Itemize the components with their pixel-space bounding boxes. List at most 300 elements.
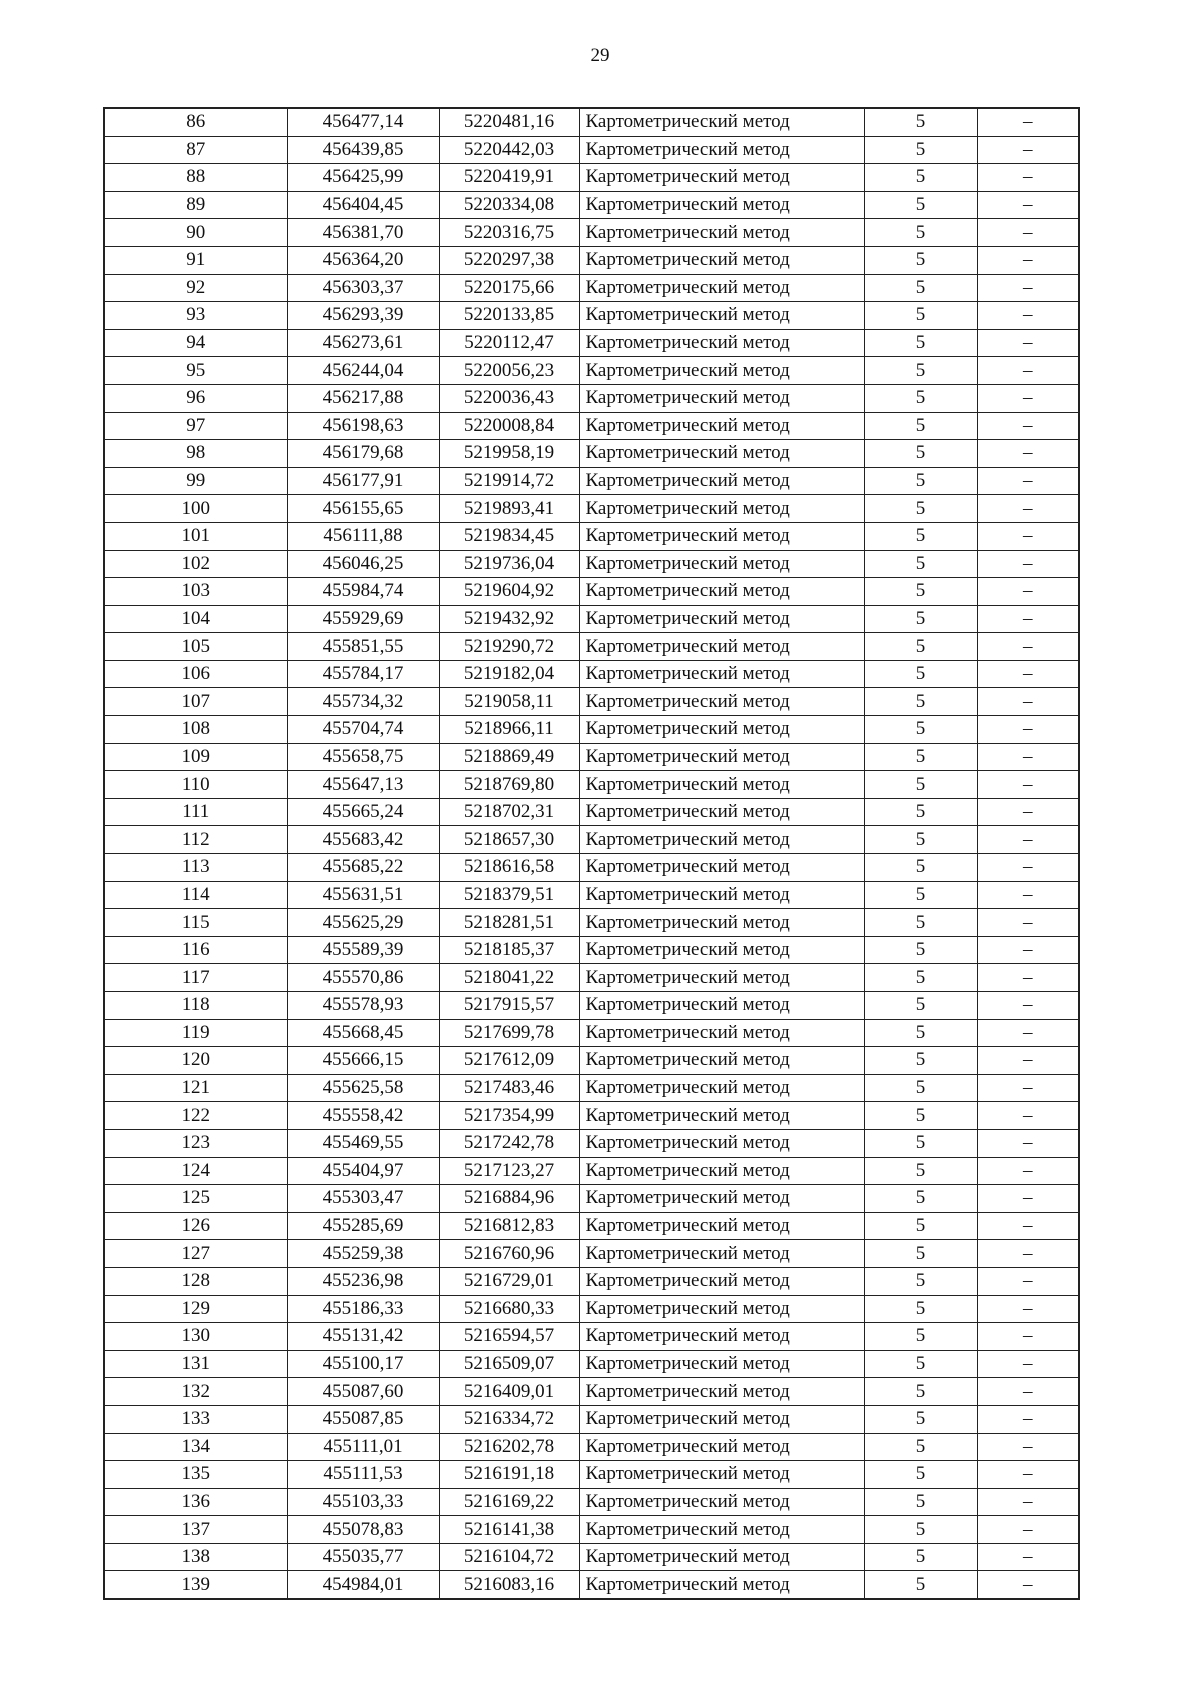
note-cell: – <box>977 384 1079 412</box>
table-row <box>104 1295 1079 1323</box>
method-cell: Картометрический метод <box>579 1378 864 1406</box>
accuracy-cell: 5 <box>864 578 977 606</box>
note-cell: – <box>977 1543 1079 1571</box>
note-cell: – <box>977 108 1079 136</box>
table-row <box>104 992 1079 1020</box>
table-body <box>104 108 1079 1599</box>
note-cell: – <box>977 1516 1079 1544</box>
x-coordinate-cell: 454984,01 <box>287 1571 439 1599</box>
point-number-cell: 86 <box>104 108 287 136</box>
point-number-cell: 98 <box>104 440 287 468</box>
note-cell: – <box>977 1047 1079 1075</box>
note-cell: – <box>977 992 1079 1020</box>
table-row <box>104 826 1079 854</box>
x-coordinate-cell: 455683,42 <box>287 826 439 854</box>
x-coordinate-cell: 455035,77 <box>287 1543 439 1571</box>
method-cell: Картометрический метод <box>579 357 864 385</box>
accuracy-cell: 5 <box>864 384 977 412</box>
y-coordinate-cell: 5219914,72 <box>439 467 579 495</box>
accuracy-cell: 5 <box>864 1323 977 1351</box>
point-number-cell: 107 <box>104 688 287 716</box>
accuracy-cell: 5 <box>864 1295 977 1323</box>
accuracy-cell: 5 <box>864 605 977 633</box>
x-coordinate-cell: 455469,55 <box>287 1129 439 1157</box>
table-row <box>104 936 1079 964</box>
table-row <box>104 881 1079 909</box>
table-row <box>104 1571 1079 1599</box>
method-cell: Картометрический метод <box>579 1102 864 1130</box>
y-coordinate-cell: 5217612,09 <box>439 1047 579 1075</box>
y-coordinate-cell: 5217699,78 <box>439 1019 579 1047</box>
point-number-cell: 123 <box>104 1129 287 1157</box>
x-coordinate-cell: 456439,85 <box>287 136 439 164</box>
table-row <box>104 467 1079 495</box>
note-cell: – <box>977 1129 1079 1157</box>
method-cell: Картометрический метод <box>579 1240 864 1268</box>
page-number: 29 <box>590 45 610 66</box>
method-cell: Картометрический метод <box>579 1516 864 1544</box>
method-cell: Картометрический метод <box>579 412 864 440</box>
point-number-cell: 127 <box>104 1240 287 1268</box>
table-row <box>104 854 1079 882</box>
x-coordinate-cell: 455658,75 <box>287 743 439 771</box>
point-number-cell: 99 <box>104 467 287 495</box>
table-row <box>104 1240 1079 1268</box>
method-cell: Картометрический метод <box>579 1461 864 1489</box>
method-cell: Картометрический метод <box>579 329 864 357</box>
accuracy-cell: 5 <box>864 412 977 440</box>
note-cell: – <box>977 412 1079 440</box>
table-row <box>104 633 1079 661</box>
accuracy-cell: 5 <box>864 136 977 164</box>
accuracy-cell: 5 <box>864 440 977 468</box>
note-cell: – <box>977 605 1079 633</box>
x-coordinate-cell: 456177,91 <box>287 467 439 495</box>
point-number-cell: 100 <box>104 495 287 523</box>
y-coordinate-cell: 5216141,38 <box>439 1516 579 1544</box>
note-cell: – <box>977 495 1079 523</box>
point-number-cell: 136 <box>104 1488 287 1516</box>
accuracy-cell: 5 <box>864 522 977 550</box>
point-number-cell: 129 <box>104 1295 287 1323</box>
y-coordinate-cell: 5216083,16 <box>439 1571 579 1599</box>
y-coordinate-cell: 5216334,72 <box>439 1405 579 1433</box>
y-coordinate-cell: 5220056,23 <box>439 357 579 385</box>
y-coordinate-cell: 5218657,30 <box>439 826 579 854</box>
note-cell: – <box>977 1185 1079 1213</box>
accuracy-cell: 5 <box>864 660 977 688</box>
point-number-cell: 111 <box>104 798 287 826</box>
note-cell: – <box>977 1571 1079 1599</box>
point-number-cell: 95 <box>104 357 287 385</box>
x-coordinate-cell: 455087,85 <box>287 1405 439 1433</box>
x-coordinate-cell: 455100,17 <box>287 1350 439 1378</box>
point-number-cell: 109 <box>104 743 287 771</box>
note-cell: – <box>977 219 1079 247</box>
y-coordinate-cell: 5218769,80 <box>439 771 579 799</box>
coordinates-table <box>103 107 1080 1600</box>
x-coordinate-cell: 455103,33 <box>287 1488 439 1516</box>
x-coordinate-cell: 456425,99 <box>287 164 439 192</box>
note-cell: – <box>977 826 1079 854</box>
note-cell: – <box>977 1240 1079 1268</box>
note-cell: – <box>977 1102 1079 1130</box>
accuracy-cell: 5 <box>864 329 977 357</box>
y-coordinate-cell: 5220036,43 <box>439 384 579 412</box>
x-coordinate-cell: 456303,37 <box>287 274 439 302</box>
note-cell: – <box>977 1074 1079 1102</box>
accuracy-cell: 5 <box>864 219 977 247</box>
accuracy-cell: 5 <box>864 1019 977 1047</box>
point-number-cell: 104 <box>104 605 287 633</box>
x-coordinate-cell: 455666,15 <box>287 1047 439 1075</box>
point-number-cell: 135 <box>104 1461 287 1489</box>
x-coordinate-cell: 455259,38 <box>287 1240 439 1268</box>
method-cell: Картометрический метод <box>579 467 864 495</box>
y-coordinate-cell: 5220008,84 <box>439 412 579 440</box>
y-coordinate-cell: 5219604,92 <box>439 578 579 606</box>
x-coordinate-cell: 455578,93 <box>287 992 439 1020</box>
method-cell: Картометрический метод <box>579 1019 864 1047</box>
method-cell: Картометрический метод <box>579 440 864 468</box>
table-row <box>104 495 1079 523</box>
note-cell: – <box>977 688 1079 716</box>
accuracy-cell: 5 <box>864 743 977 771</box>
note-cell: – <box>977 798 1079 826</box>
method-cell: Картометрический метод <box>579 191 864 219</box>
point-number-cell: 108 <box>104 716 287 744</box>
table-row <box>104 412 1079 440</box>
x-coordinate-cell: 456111,88 <box>287 522 439 550</box>
accuracy-cell: 5 <box>864 633 977 661</box>
point-number-cell: 139 <box>104 1571 287 1599</box>
table-row <box>104 1267 1079 1295</box>
point-number-cell: 92 <box>104 274 287 302</box>
x-coordinate-cell: 456404,45 <box>287 191 439 219</box>
note-cell: – <box>977 164 1079 192</box>
method-cell: Картометрический метод <box>579 1074 864 1102</box>
method-cell: Картометрический метод <box>579 1295 864 1323</box>
method-cell: Картометрический метод <box>579 1129 864 1157</box>
table-row <box>104 1047 1079 1075</box>
method-cell: Картометрический метод <box>579 1543 864 1571</box>
point-number-cell: 116 <box>104 936 287 964</box>
y-coordinate-cell: 5216680,33 <box>439 1295 579 1323</box>
x-coordinate-cell: 455111,53 <box>287 1461 439 1489</box>
y-coordinate-cell: 5218869,49 <box>439 743 579 771</box>
table-row <box>104 219 1079 247</box>
accuracy-cell: 5 <box>864 495 977 523</box>
note-cell: – <box>977 716 1079 744</box>
method-cell: Картометрический метод <box>579 550 864 578</box>
point-number-cell: 91 <box>104 246 287 274</box>
point-number-cell: 130 <box>104 1323 287 1351</box>
accuracy-cell: 5 <box>864 688 977 716</box>
point-number-cell: 90 <box>104 219 287 247</box>
x-coordinate-cell: 455631,51 <box>287 881 439 909</box>
accuracy-cell: 5 <box>864 467 977 495</box>
y-coordinate-cell: 5216191,18 <box>439 1461 579 1489</box>
note-cell: – <box>977 1295 1079 1323</box>
accuracy-cell: 5 <box>864 798 977 826</box>
method-cell: Картометрический метод <box>579 964 864 992</box>
method-cell: Картометрический метод <box>579 1405 864 1433</box>
accuracy-cell: 5 <box>864 854 977 882</box>
point-number-cell: 105 <box>104 633 287 661</box>
table-row <box>104 1378 1079 1406</box>
point-number-cell: 101 <box>104 522 287 550</box>
x-coordinate-cell: 456381,70 <box>287 219 439 247</box>
table-row <box>104 136 1079 164</box>
x-coordinate-cell: 456273,61 <box>287 329 439 357</box>
x-coordinate-cell: 455087,60 <box>287 1378 439 1406</box>
table-row <box>104 1157 1079 1185</box>
accuracy-cell: 5 <box>864 1350 977 1378</box>
accuracy-cell: 5 <box>864 1378 977 1406</box>
note-cell: – <box>977 522 1079 550</box>
method-cell: Картометрический метод <box>579 605 864 633</box>
table-row <box>104 1433 1079 1461</box>
method-cell: Картометрический метод <box>579 992 864 1020</box>
note-cell: – <box>977 1378 1079 1406</box>
x-coordinate-cell: 456198,63 <box>287 412 439 440</box>
accuracy-cell: 5 <box>864 964 977 992</box>
y-coordinate-cell: 5219958,19 <box>439 440 579 468</box>
method-cell: Картометрический метод <box>579 881 864 909</box>
accuracy-cell: 5 <box>864 992 977 1020</box>
y-coordinate-cell: 5217483,46 <box>439 1074 579 1102</box>
x-coordinate-cell: 455303,47 <box>287 1185 439 1213</box>
y-coordinate-cell: 5219290,72 <box>439 633 579 661</box>
table-row <box>104 246 1079 274</box>
table-row <box>104 1461 1079 1489</box>
note-cell: – <box>977 881 1079 909</box>
method-cell: Картометрический метод <box>579 771 864 799</box>
y-coordinate-cell: 5218379,51 <box>439 881 579 909</box>
x-coordinate-cell: 455784,17 <box>287 660 439 688</box>
note-cell: – <box>977 329 1079 357</box>
note-cell: – <box>977 1157 1079 1185</box>
method-cell: Картометрический метод <box>579 743 864 771</box>
table-row <box>104 164 1079 192</box>
x-coordinate-cell: 455078,83 <box>287 1516 439 1544</box>
accuracy-cell: 5 <box>864 302 977 330</box>
method-cell: Картометрический метод <box>579 936 864 964</box>
accuracy-cell: 5 <box>864 716 977 744</box>
y-coordinate-cell: 5219834,45 <box>439 522 579 550</box>
point-number-cell: 97 <box>104 412 287 440</box>
accuracy-cell: 5 <box>864 1488 977 1516</box>
x-coordinate-cell: 456046,25 <box>287 550 439 578</box>
note-cell: – <box>977 578 1079 606</box>
method-cell: Картометрический метод <box>579 1047 864 1075</box>
y-coordinate-cell: 5218041,22 <box>439 964 579 992</box>
x-coordinate-cell: 455668,45 <box>287 1019 439 1047</box>
point-number-cell: 138 <box>104 1543 287 1571</box>
point-number-cell: 96 <box>104 384 287 412</box>
x-coordinate-cell: 455285,69 <box>287 1212 439 1240</box>
table-row <box>104 716 1079 744</box>
accuracy-cell: 5 <box>864 164 977 192</box>
table-row <box>104 550 1079 578</box>
note-cell: – <box>977 136 1079 164</box>
note-cell: – <box>977 246 1079 274</box>
accuracy-cell: 5 <box>864 1102 977 1130</box>
method-cell: Картометрический метод <box>579 909 864 937</box>
x-coordinate-cell: 456244,04 <box>287 357 439 385</box>
accuracy-cell: 5 <box>864 550 977 578</box>
x-coordinate-cell: 455558,42 <box>287 1102 439 1130</box>
y-coordinate-cell: 5219432,92 <box>439 605 579 633</box>
method-cell: Картометрический метод <box>579 1323 864 1351</box>
method-cell: Картометрический метод <box>579 633 864 661</box>
point-number-cell: 125 <box>104 1185 287 1213</box>
y-coordinate-cell: 5216202,78 <box>439 1433 579 1461</box>
note-cell: – <box>977 1461 1079 1489</box>
x-coordinate-cell: 455647,13 <box>287 771 439 799</box>
note-cell: – <box>977 909 1079 937</box>
x-coordinate-cell: 456217,88 <box>287 384 439 412</box>
method-cell: Картометрический метод <box>579 136 864 164</box>
method-cell: Картометрический метод <box>579 1185 864 1213</box>
y-coordinate-cell: 5220112,47 <box>439 329 579 357</box>
table-row <box>104 688 1079 716</box>
y-coordinate-cell: 5216594,57 <box>439 1323 579 1351</box>
table-row <box>104 274 1079 302</box>
y-coordinate-cell: 5219736,04 <box>439 550 579 578</box>
accuracy-cell: 5 <box>864 191 977 219</box>
method-cell: Картометрический метод <box>579 1267 864 1295</box>
table-row <box>104 1185 1079 1213</box>
table-row <box>104 108 1079 136</box>
accuracy-cell: 5 <box>864 1129 977 1157</box>
y-coordinate-cell: 5216812,83 <box>439 1212 579 1240</box>
y-coordinate-cell: 5216509,07 <box>439 1350 579 1378</box>
note-cell: – <box>977 1212 1079 1240</box>
y-coordinate-cell: 5220334,08 <box>439 191 579 219</box>
point-number-cell: 110 <box>104 771 287 799</box>
method-cell: Картометрический метод <box>579 274 864 302</box>
x-coordinate-cell: 455734,32 <box>287 688 439 716</box>
accuracy-cell: 5 <box>864 881 977 909</box>
point-number-cell: 102 <box>104 550 287 578</box>
point-number-cell: 106 <box>104 660 287 688</box>
point-number-cell: 87 <box>104 136 287 164</box>
x-coordinate-cell: 455186,33 <box>287 1295 439 1323</box>
note-cell: – <box>977 550 1079 578</box>
table-row <box>104 302 1079 330</box>
method-cell: Картометрический метод <box>579 1571 864 1599</box>
method-cell: Картометрический метод <box>579 798 864 826</box>
x-coordinate-cell: 456179,68 <box>287 440 439 468</box>
point-number-cell: 94 <box>104 329 287 357</box>
y-coordinate-cell: 5217123,27 <box>439 1157 579 1185</box>
table-row <box>104 329 1079 357</box>
point-number-cell: 89 <box>104 191 287 219</box>
note-cell: – <box>977 1433 1079 1461</box>
x-coordinate-cell: 456293,39 <box>287 302 439 330</box>
method-cell: Картометрический метод <box>579 854 864 882</box>
accuracy-cell: 5 <box>864 1212 977 1240</box>
method-cell: Картометрический метод <box>579 164 864 192</box>
method-cell: Картометрический метод <box>579 826 864 854</box>
note-cell: – <box>977 771 1079 799</box>
method-cell: Картометрический метод <box>579 660 864 688</box>
point-number-cell: 118 <box>104 992 287 1020</box>
method-cell: Картометрический метод <box>579 302 864 330</box>
point-number-cell: 128 <box>104 1267 287 1295</box>
y-coordinate-cell: 5216409,01 <box>439 1378 579 1406</box>
method-cell: Картометрический метод <box>579 578 864 606</box>
accuracy-cell: 5 <box>864 1543 977 1571</box>
note-cell: – <box>977 467 1079 495</box>
accuracy-cell: 5 <box>864 108 977 136</box>
accuracy-cell: 5 <box>864 909 977 937</box>
method-cell: Картометрический метод <box>579 246 864 274</box>
note-cell: – <box>977 1323 1079 1351</box>
method-cell: Картометрический метод <box>579 1157 864 1185</box>
note-cell: – <box>977 633 1079 661</box>
x-coordinate-cell: 455704,74 <box>287 716 439 744</box>
note-cell: – <box>977 1350 1079 1378</box>
table-row <box>104 1129 1079 1157</box>
point-number-cell: 121 <box>104 1074 287 1102</box>
x-coordinate-cell: 455851,55 <box>287 633 439 661</box>
point-number-cell: 124 <box>104 1157 287 1185</box>
method-cell: Картометрический метод <box>579 108 864 136</box>
table-row <box>104 1074 1079 1102</box>
x-coordinate-cell: 455589,39 <box>287 936 439 964</box>
note-cell: – <box>977 191 1079 219</box>
table-row <box>104 1405 1079 1433</box>
accuracy-cell: 5 <box>864 1267 977 1295</box>
accuracy-cell: 5 <box>864 1240 977 1268</box>
y-coordinate-cell: 5219182,04 <box>439 660 579 688</box>
point-number-cell: 126 <box>104 1212 287 1240</box>
table-row <box>104 1102 1079 1130</box>
y-coordinate-cell: 5220175,66 <box>439 274 579 302</box>
x-coordinate-cell: 455984,74 <box>287 578 439 606</box>
table-row <box>104 1516 1079 1544</box>
point-number-cell: 137 <box>104 1516 287 1544</box>
accuracy-cell: 5 <box>864 1461 977 1489</box>
y-coordinate-cell: 5218966,11 <box>439 716 579 744</box>
x-coordinate-cell: 455665,24 <box>287 798 439 826</box>
table-row <box>104 191 1079 219</box>
method-cell: Картометрический метод <box>579 384 864 412</box>
accuracy-cell: 5 <box>864 1185 977 1213</box>
y-coordinate-cell: 5217242,78 <box>439 1129 579 1157</box>
accuracy-cell: 5 <box>864 1516 977 1544</box>
note-cell: – <box>977 743 1079 771</box>
table-row <box>104 1019 1079 1047</box>
method-cell: Картометрический метод <box>579 1350 864 1378</box>
note-cell: – <box>977 357 1079 385</box>
accuracy-cell: 5 <box>864 1157 977 1185</box>
point-number-cell: 122 <box>104 1102 287 1130</box>
y-coordinate-cell: 5216169,22 <box>439 1488 579 1516</box>
table-row <box>104 1350 1079 1378</box>
accuracy-cell: 5 <box>864 771 977 799</box>
method-cell: Картометрический метод <box>579 716 864 744</box>
point-number-cell: 117 <box>104 964 287 992</box>
note-cell: – <box>977 854 1079 882</box>
note-cell: – <box>977 274 1079 302</box>
point-number-cell: 115 <box>104 909 287 937</box>
y-coordinate-cell: 5220481,16 <box>439 108 579 136</box>
point-number-cell: 120 <box>104 1047 287 1075</box>
note-cell: – <box>977 1267 1079 1295</box>
